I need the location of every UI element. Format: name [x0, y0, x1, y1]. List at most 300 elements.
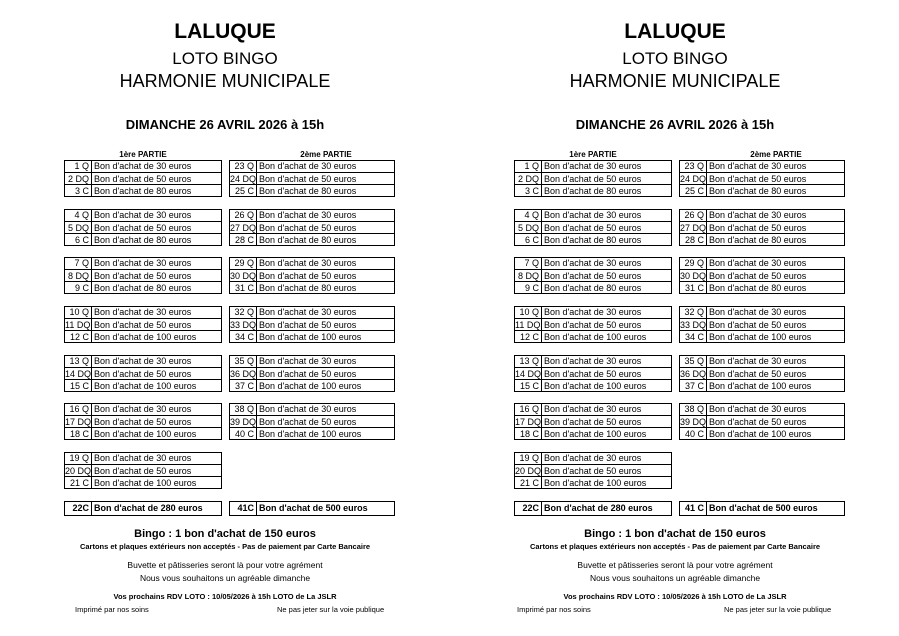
lot-row: [230, 404, 394, 415]
bingo-prize: Bingo : 1 bon d'achat de 150 euros: [584, 528, 766, 540]
lot-prize: Bon d'achat de 100 euros: [544, 478, 647, 488]
lot-number: 34 C: [230, 331, 257, 342]
lot-prize: Bon d'achat de 50 euros: [94, 223, 192, 233]
lot-row: [230, 427, 394, 439]
lot-number: 21 C: [515, 477, 542, 488]
part1-group: [514, 403, 672, 440]
lot-row: [230, 258, 394, 269]
lot-row: [230, 161, 394, 172]
part2-group: [229, 257, 395, 294]
lot-row: [230, 281, 394, 293]
lot-row: [680, 210, 844, 221]
lot-number: 35 Q: [680, 356, 707, 367]
lot-row: [230, 367, 394, 379]
lot-prize: Bon d'achat de 80 euros: [94, 235, 192, 245]
lot-number: 12 C: [65, 331, 92, 342]
lot-prize: Bon d'achat de 100 euros: [94, 478, 197, 488]
lot-number: 7 Q: [515, 258, 542, 269]
lot-number: 32 Q: [230, 307, 257, 318]
lot-number: 30 DQ: [230, 271, 257, 281]
lot-number: 29 Q: [680, 258, 707, 269]
lot-prize: Bon d'achat de 100 euros: [709, 332, 812, 342]
lot-number: 14 DQ: [65, 369, 92, 379]
lot-row: [65, 318, 221, 330]
lot-prize: Bon d'achat de 50 euros: [259, 174, 357, 184]
lot-prize: Bon d'achat de 50 euros: [709, 417, 807, 427]
lot-number: 22C: [515, 502, 542, 515]
lot-prize: Bon d'achat de 30 euros: [94, 161, 192, 171]
lot-prize: Bon d'achat de 30 euros: [94, 210, 192, 220]
lot-row: [230, 356, 394, 367]
lot-row: [230, 184, 394, 196]
lot-prize: Bon d'achat de 30 euros: [94, 453, 192, 463]
lot-row: [65, 221, 221, 233]
lot-row: [65, 404, 221, 415]
lot-row: [230, 415, 394, 427]
part1-group: [514, 452, 672, 489]
lot-row: [680, 427, 844, 439]
lot-prize: Bon d'achat de 30 euros: [709, 210, 807, 220]
lot-prize: Bon d'achat de 50 euros: [544, 320, 642, 330]
lot-row: [65, 258, 221, 269]
lot-prize: Bon d'achat de 30 euros: [544, 161, 642, 171]
lot-prize: Bon d'achat de 80 euros: [259, 186, 357, 196]
cartons-notice: Cartons et plaques extérieurs non acceptés - Pas de paiement par Carte Bancaire: [529, 542, 821, 551]
lot-number: 36 DQ: [230, 369, 257, 379]
lot-number: 37 C: [230, 380, 257, 391]
next-rdv: Vos prochains RDV LOTO : 10/05/2026 à 15h LOTO de La JSLR: [563, 592, 787, 601]
lot-number: 10 Q: [515, 307, 542, 318]
lot-number: 17 DQ: [515, 417, 542, 427]
lot-row: [65, 307, 221, 318]
lot-number: 16 Q: [65, 404, 92, 415]
lot-row: [515, 258, 671, 269]
lot-number: 13 Q: [515, 356, 542, 367]
litter-note: Ne pas jeter sur la voie publique: [724, 605, 832, 614]
lot-prize: Bon d'achat de 30 euros: [709, 404, 807, 414]
lot-prize: Bon d'achat de 30 euros: [94, 258, 192, 268]
lot-prize: Bon d'achat de 100 euros: [709, 429, 812, 439]
lot-number: 38 Q: [680, 404, 707, 415]
part1-group: [64, 160, 222, 197]
lot-row: [515, 404, 671, 415]
lot-number: 6 C: [515, 234, 542, 245]
printed-note: Imprimé par nos soins: [517, 605, 591, 614]
lot-prize: Bon d'achat de 30 euros: [259, 356, 357, 366]
lot-prize: Bon d'achat de 30 euros: [94, 307, 192, 317]
lot-row: [515, 307, 671, 318]
lot-prize: Bon d'achat de 50 euros: [259, 223, 357, 233]
lot-row: [230, 330, 394, 342]
lot-row: [65, 210, 221, 221]
lot-row: [680, 172, 844, 184]
lot-number: 39 DQ: [680, 417, 707, 427]
lot-row: [65, 233, 221, 245]
lot-row: [65, 281, 221, 293]
lot-row: [680, 367, 844, 379]
lot-number: 39 DQ: [230, 417, 257, 427]
lot-prize: Bon d'achat de 100 euros: [259, 332, 362, 342]
lot-number: 12 C: [515, 331, 542, 342]
lot-row: [65, 356, 221, 367]
grand-prize-part2: [679, 501, 845, 516]
lot-number: 41 C: [680, 502, 707, 515]
flyer-subtitle-loto: LOTO BINGO: [622, 49, 728, 68]
lot-number: 16 Q: [515, 404, 542, 415]
lot-row: [65, 330, 221, 342]
lot-number: 1 Q: [515, 161, 542, 172]
lot-prize: Bon d'achat de 100 euros: [544, 381, 647, 391]
lot-prize: Bon d'achat de 30 euros: [544, 404, 642, 414]
lot-prize: Bon d'achat de 80 euros: [709, 235, 807, 245]
next-rdv: Vos prochains RDV LOTO : 10/05/2026 à 15h LOTO de La JSLR: [113, 592, 337, 601]
lot-prize: Bon d'achat de 80 euros: [544, 283, 642, 293]
lot-number: 35 Q: [230, 356, 257, 367]
lot-number: 26 Q: [680, 210, 707, 221]
part2-group: [229, 403, 395, 440]
lot-row: [230, 318, 394, 330]
part1-group: [64, 257, 222, 294]
lot-prize: Bon d'achat de 30 euros: [544, 307, 642, 317]
buvette-text: Buvette et pâtisseries seront là pour votre agrément: [577, 560, 773, 570]
lot-prize: Bon d'achat de 50 euros: [94, 417, 192, 427]
lot-number: 40 C: [680, 428, 707, 439]
lot-prize: Bon d'achat de 30 euros: [259, 404, 357, 414]
lot-number: 31 C: [230, 282, 257, 293]
lot-row: [515, 281, 671, 293]
lot-prize: Bon d'achat de 50 euros: [544, 271, 642, 281]
lot-number: 13 Q: [65, 356, 92, 367]
lot-prize: Bon d'achat de 100 euros: [544, 429, 647, 439]
lot-row: [230, 233, 394, 245]
lot-row: [65, 453, 221, 464]
lot-number: 25 C: [680, 185, 707, 196]
lot-row: [65, 379, 221, 391]
lot-number: 5 DQ: [65, 222, 92, 233]
flyer-subtitle-harmonie: HARMONIE MUNICIPALE: [569, 71, 781, 91]
lot-row: [680, 221, 844, 233]
lot-prize: Bon d'achat de 30 euros: [259, 210, 357, 220]
lot-row: [515, 415, 671, 427]
lot-prize: Bon d'achat de 50 euros: [259, 320, 357, 330]
lot-prize: Bon d'achat de 30 euros: [259, 258, 357, 268]
lot-number: 30 DQ: [680, 271, 707, 281]
lot-number: 1 Q: [65, 161, 92, 172]
lot-row: [515, 476, 671, 488]
lot-number: 24 DQ: [680, 174, 707, 184]
lot-number: 3 C: [515, 185, 542, 196]
lot-prize: Bon d'achat de 50 euros: [94, 174, 192, 184]
lot-number: 27 DQ: [680, 223, 707, 233]
lot-prize: Bon d'achat de 50 euros: [544, 369, 642, 379]
lot-row: [680, 415, 844, 427]
lot-row: [230, 379, 394, 391]
lot-row: [65, 502, 221, 515]
lot-number: 11 DQ: [65, 320, 91, 330]
lot-number: 8 DQ: [65, 270, 92, 281]
lot-prize: Bon d'achat de 50 euros: [709, 271, 807, 281]
lot-number: 3 C: [65, 185, 92, 196]
lot-number: 41C: [230, 502, 257, 515]
lot-number: 18 C: [515, 428, 542, 439]
lot-prize: Bon d'achat de 50 euros: [94, 466, 192, 476]
lot-prize: Bon d'achat de 80 euros: [94, 283, 192, 293]
lot-prize: Bon d'achat de 80 euros: [709, 186, 807, 196]
lot-row: [515, 330, 671, 342]
part2-group: [229, 355, 395, 392]
lot-prize: Bon d'achat de 30 euros: [544, 453, 642, 463]
lot-number: 4 Q: [515, 210, 542, 221]
lot-number: 32 Q: [680, 307, 707, 318]
lot-number: 4 Q: [65, 210, 92, 221]
lot-number: 34 C: [680, 331, 707, 342]
lot-prize: Bon d'achat de 50 euros: [259, 271, 357, 281]
lot-prize: Bon d'achat de 30 euros: [544, 210, 642, 220]
lot-row: [680, 161, 844, 172]
lot-number: 11 DQ: [515, 320, 541, 330]
lot-prize: Bon d'achat de 30 euros: [544, 258, 642, 268]
lot-prize: Bon d'achat de 30 euros: [709, 356, 807, 366]
lot-row: [515, 379, 671, 391]
part2-group: [679, 160, 845, 197]
cartons-notice: Cartons et plaques extérieurs non acceptés - Pas de paiement par Carte Bancaire: [79, 542, 371, 551]
lot-number: 33 DQ: [680, 320, 707, 330]
lot-row: [680, 281, 844, 293]
part1-group: [64, 306, 222, 343]
lot-row: [515, 464, 671, 476]
flyer-right: [450, 0, 899, 636]
lot-row: [680, 307, 844, 318]
lot-row: [515, 172, 671, 184]
lot-row: [680, 269, 844, 281]
part2-header: 2ème PARTIE: [750, 150, 802, 159]
part1-group: [514, 160, 672, 197]
lot-prize: Bon d'achat de 100 euros: [94, 429, 197, 439]
event-date: DIMANCHE 26 AVRIL 2026 à 15h: [125, 117, 325, 132]
lot-row: [65, 269, 221, 281]
lot-number: 29 Q: [230, 258, 257, 269]
lot-prize: Bon d'achat de 100 euros: [94, 381, 197, 391]
lot-prize: Bon d'achat de 100 euros: [259, 429, 362, 439]
lot-number: 8 DQ: [515, 270, 542, 281]
lot-prize: Bon d'achat de 50 euros: [544, 417, 642, 427]
lot-row: [65, 172, 221, 184]
lot-number: 20 DQ: [515, 466, 542, 476]
lot-prize: Bon d'achat de 50 euros: [94, 369, 192, 379]
lot-row: [515, 221, 671, 233]
lot-prize: Bon d'achat de 50 euros: [259, 369, 357, 379]
lot-row: [680, 404, 844, 415]
part2-group: [679, 209, 845, 246]
lot-prize: Bon d'achat de 50 euros: [709, 320, 807, 330]
lot-number: 10 Q: [65, 307, 92, 318]
lot-prize: Bon d'achat de 80 euros: [259, 235, 357, 245]
lot-number: 31 C: [680, 282, 707, 293]
lot-number: 20 DQ: [65, 466, 92, 476]
lot-number: 2 DQ: [515, 173, 542, 184]
lot-prize: Bon d'achat de 50 euros: [259, 417, 357, 427]
lot-number: 37 C: [680, 380, 707, 391]
lot-prize: Bon d'achat de 50 euros: [544, 174, 642, 184]
lot-row: [515, 210, 671, 221]
lot-number: 26 Q: [230, 210, 257, 221]
lot-row: [515, 502, 671, 515]
lot-row: [515, 184, 671, 196]
lot-row: [230, 307, 394, 318]
part1-group: [64, 209, 222, 246]
flyer-title: LALUQUE: [624, 20, 726, 43]
lot-prize: Bon d'achat de 30 euros: [709, 258, 807, 268]
lot-number: 23 Q: [680, 161, 707, 172]
part1-group: [514, 355, 672, 392]
lot-prize: Bon d'achat de 500 euros: [259, 503, 368, 513]
lot-row: [230, 502, 394, 515]
lot-prize: Bon d'achat de 80 euros: [94, 186, 192, 196]
flyer-subtitle-harmonie: HARMONIE MUNICIPALE: [119, 71, 331, 91]
lot-number: 38 Q: [230, 404, 257, 415]
lot-prize: Bon d'achat de 30 euros: [709, 161, 807, 171]
part2-group: [679, 306, 845, 343]
litter-note: Ne pas jeter sur la voie publique: [277, 605, 385, 614]
lot-row: [680, 184, 844, 196]
lot-prize: Bon d'achat de 30 euros: [94, 404, 192, 414]
part2-group: [229, 160, 395, 197]
part1-header: 1ère PARTIE: [569, 150, 617, 159]
souhait-text: Nous vous souhaitons un agréable dimanche: [589, 573, 761, 583]
lot-row: [515, 427, 671, 439]
lot-row: [65, 184, 221, 196]
lot-number: 15 C: [515, 380, 542, 391]
lot-row: [65, 367, 221, 379]
lot-row: [515, 161, 671, 172]
flyer-title: LALUQUE: [174, 20, 276, 43]
lot-number: 7 Q: [65, 258, 92, 269]
lot-prize: Bon d'achat de 50 euros: [544, 466, 642, 476]
lot-prize: Bon d'achat de 280 euros: [544, 503, 653, 513]
lot-row: [680, 379, 844, 391]
lot-prize: Bon d'achat de 100 euros: [94, 332, 197, 342]
part2-group: [229, 209, 395, 246]
lot-row: [65, 161, 221, 172]
lot-prize: Bon d'achat de 280 euros: [94, 503, 203, 513]
lot-prize: Bon d'achat de 100 euros: [544, 332, 647, 342]
grand-prize-part1: [64, 501, 222, 516]
lot-number: 28 C: [230, 234, 257, 245]
lot-number: 40 C: [230, 428, 257, 439]
lot-row: [65, 415, 221, 427]
lot-row: [230, 221, 394, 233]
lot-prize: Bon d'achat de 80 euros: [259, 283, 357, 293]
lot-number: 9 C: [515, 282, 542, 293]
lot-prize: Bon d'achat de 50 euros: [544, 223, 642, 233]
lot-prize: Bon d'achat de 100 euros: [709, 381, 812, 391]
lot-number: 18 C: [65, 428, 92, 439]
lot-row: [515, 233, 671, 245]
lot-row: [680, 502, 844, 515]
lot-prize: Bon d'achat de 80 euros: [709, 283, 807, 293]
lot-row: [65, 427, 221, 439]
lot-prize: Bon d'achat de 30 euros: [259, 161, 357, 171]
lot-row: [230, 269, 394, 281]
lot-number: 28 C: [680, 234, 707, 245]
lot-row: [680, 258, 844, 269]
part2-group: [229, 306, 395, 343]
lot-number: 25 C: [230, 185, 257, 196]
part1-group: [514, 209, 672, 246]
lot-prize: Bon d'achat de 30 euros: [94, 356, 192, 366]
lot-number: 22C: [65, 502, 92, 515]
lot-row: [680, 356, 844, 367]
part2-header: 2ème PARTIE: [300, 150, 352, 159]
bingo-prize: Bingo : 1 bon d'achat de 150 euros: [134, 528, 316, 540]
lot-row: [515, 318, 671, 330]
lot-row: [515, 269, 671, 281]
lot-row: [515, 367, 671, 379]
lot-number: 2 DQ: [65, 173, 92, 184]
lot-number: 17 DQ: [65, 417, 92, 427]
lot-number: 27 DQ: [230, 223, 257, 233]
lot-prize: Bon d'achat de 50 euros: [709, 369, 807, 379]
lot-row: [515, 356, 671, 367]
lot-row: [65, 476, 221, 488]
lot-row: [230, 172, 394, 184]
souhait-text: Nous vous souhaitons un agréable dimanche: [139, 573, 311, 583]
lot-number: 23 Q: [230, 161, 257, 172]
lot-prize: Bon d'achat de 30 euros: [259, 307, 357, 317]
part1-group: [514, 306, 672, 343]
lot-prize: Bon d'achat de 50 euros: [94, 271, 192, 281]
lot-prize: Bon d'achat de 30 euros: [709, 307, 807, 317]
part2-group: [679, 355, 845, 392]
lot-row: [680, 233, 844, 245]
grand-prize-part1: [514, 501, 672, 516]
lot-prize: Bon d'achat de 80 euros: [544, 235, 642, 245]
lot-number: 6 C: [65, 234, 92, 245]
lot-row: [65, 464, 221, 476]
printed-note: Imprimé par nos soins: [75, 605, 149, 614]
lot-row: [230, 210, 394, 221]
lot-prize: Bon d'achat de 30 euros: [544, 356, 642, 366]
lot-prize: Bon d'achat de 80 euros: [544, 186, 642, 196]
lot-row: [515, 453, 671, 464]
grand-prize-part2: [229, 501, 395, 516]
part1-group: [64, 452, 222, 489]
lot-number: 15 C: [65, 380, 92, 391]
flyer-subtitle-loto: LOTO BINGO: [172, 49, 278, 68]
lot-number: 14 DQ: [515, 369, 542, 379]
part1-group: [64, 403, 222, 440]
lot-number: 24 DQ: [230, 174, 257, 184]
part2-group: [679, 403, 845, 440]
lot-number: 19 Q: [65, 453, 92, 464]
lot-number: 9 C: [65, 282, 92, 293]
event-date: DIMANCHE 26 AVRIL 2026 à 15h: [575, 117, 775, 132]
lot-number: 33 DQ: [230, 320, 257, 330]
lot-number: 21 C: [65, 477, 92, 488]
lot-row: [680, 318, 844, 330]
lot-prize: Bon d'achat de 500 euros: [709, 503, 818, 513]
lot-prize: Bon d'achat de 50 euros: [709, 174, 807, 184]
part1-group: [64, 355, 222, 392]
lot-number: 19 Q: [515, 453, 542, 464]
part2-group: [679, 257, 845, 294]
lot-row: [680, 330, 844, 342]
lot-prize: Bon d'achat de 50 euros: [94, 320, 192, 330]
lot-prize: Bon d'achat de 100 euros: [259, 381, 362, 391]
part1-header: 1ère PARTIE: [119, 150, 167, 159]
lot-prize: Bon d'achat de 50 euros: [709, 223, 807, 233]
lot-number: 36 DQ: [680, 369, 707, 379]
